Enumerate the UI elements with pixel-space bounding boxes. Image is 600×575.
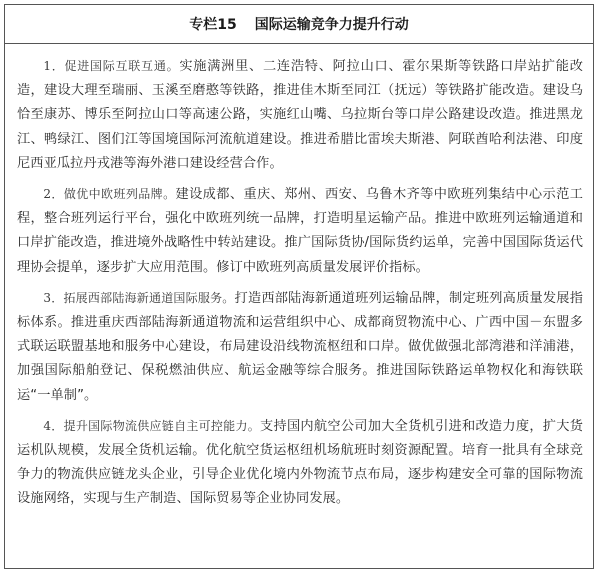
box-label: 专栏15 [189, 17, 237, 33]
paragraph-item-2 [17, 182, 583, 280]
paragraph-lead: 4．提升国际物流供应链自主可控能力。 [43, 418, 261, 433]
paragraph-lead: 1．促进国际互联互通。 [43, 59, 180, 73]
paragraph-text: 建设成都、重庆、郑州、西安、乌鲁木齐等中欧班列集结中心示范工程，整合班列运行平台，强化中欧班列统一品牌，打造明星运输产品。推进中欧班列运输通道和口岸扩能改造，推进境外战略性中转站建设。推广国际货协/国际货约运单，完善中国国际货运代理协会提单，逐步扩大应用范围。修订中欧班列高质量发展评价指标。 [17, 187, 583, 275]
paragraph-text: 打造西部陆海新通道班列运输品牌，制定班列高质量发展指标体系。推进重庆西部陆海新通道物流和运营组织中心、成都商贸物流中心、广西中国－东盟多式联运联盟基地和服务中心建设，布局建设沿线物流枢纽和口岸。做优做强北部湾港和洋浦港，加强国际船舶登记、保税燃油供应、航运金融等综合服务。推进国际铁路运单物权化和海铁联运“一单制”。 [17, 290, 583, 403]
paragraph-item-1 [17, 54, 583, 176]
paragraph-lead: 2．做优中欧班列品牌。 [43, 187, 176, 202]
box-header [5, 5, 593, 44]
feature-box [4, 4, 594, 569]
paragraph-item-4 [17, 414, 583, 512]
paragraph-text: 实施满洲里、二连浩特、阿拉山口、霍尔果斯等铁路口岸站扩能改造，建设大理至瑞丽、玉溪至磨憨等铁路，推进佳木斯至同江（抚远）等铁路扩能改造。建设乌恰至康苏、博乐至阿拉山口等高速公路，实施红山嘴、乌拉斯台等口岸公路建设改造。推进黑龙江、鸭绿江、图们江等国境国际河流航道建设。推进希腊比雷埃夫斯港、阿联酋哈利法港、印度尼西亚瓜拉丹戎港等海外港口建设经营合作。 [17, 59, 583, 171]
box-body [5, 44, 593, 512]
paragraph-item-3 [17, 286, 583, 408]
paragraph-lead: 3．拓展西部陆海新通道国际服务。 [43, 290, 235, 305]
box-title: 国际运输竞争力提升行动 [254, 17, 409, 33]
paragraph-text: 支持国内航空公司加大全货机引进和改造力度，扩大货运机队规模，发展全货机运输。优化航空货运枢纽机场航班时刻资源配置。培育一批具有全球竞争力的物流供应链龙头企业，引导企业优化境内外物流节点布局，逐步构建安全可靠的国际物流设施网络，实现与生产制造、国际贸易等企业协同发展。 [17, 418, 584, 507]
